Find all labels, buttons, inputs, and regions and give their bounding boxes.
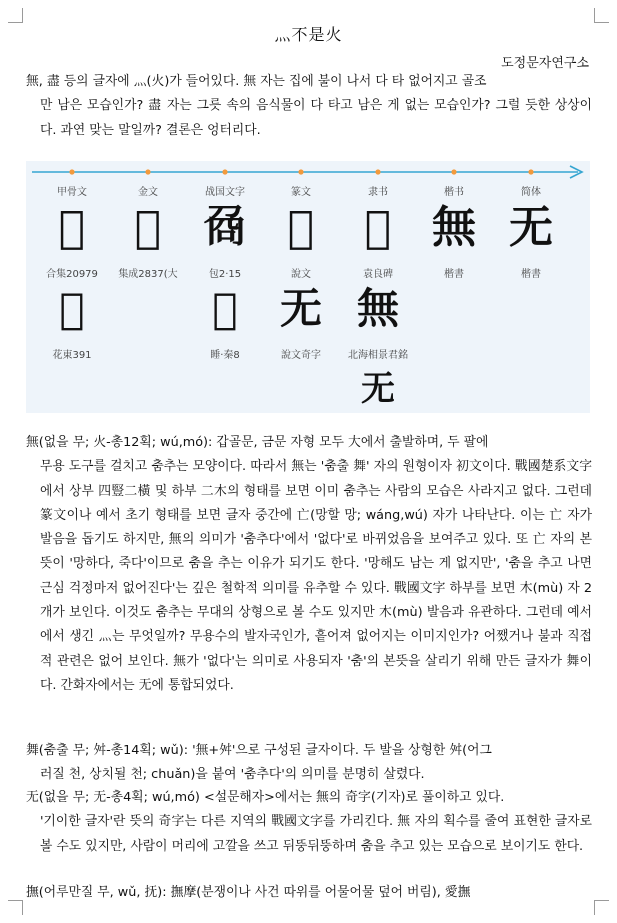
glyph-clerical: 𣞤 bbox=[364, 202, 392, 253]
source-label: 說文 bbox=[291, 269, 311, 280]
glyph-regular: 無 bbox=[432, 202, 476, 253]
era-label: 金文 bbox=[138, 187, 158, 198]
crop-mark-bottom-right bbox=[594, 900, 609, 915]
entry-rest: '기이한 글자'란 뜻의 奇字는 다른 지역의 戰國文字를 가리킨다. 無 자의 획수를 줄여 표현한 글자로 볼 수도 있지만, 사람이 머리에 고깔을 쓰고 뒤뚱뒤뚱하며 춤을 추고 있는 모습으로 보이기도 한다. bbox=[40, 814, 592, 854]
crop-mark-bottom-left bbox=[8, 900, 23, 915]
source-label: 合集20979 bbox=[46, 269, 98, 280]
source-label: 花東391 bbox=[52, 350, 92, 361]
crop-mark-top-left bbox=[8, 8, 23, 23]
entry-first-line: 舞(춤출 무; 舛-총14획; wǔ): '無+舛'으로 구성된 글자이다. 두 발을 상형한 舛(어그 bbox=[26, 743, 492, 758]
era-label: 篆文 bbox=[291, 187, 311, 198]
entry-rest: 러질 천, 상치될 천; chuǎn)을 붙여 '춤추다'의 의미를 분명히 살렸다. bbox=[40, 767, 425, 783]
era-label: 隶书 bbox=[368, 187, 388, 198]
glyph-warring-states-variant: 𣞤 bbox=[212, 284, 238, 333]
author-label: 도정문자연구소 bbox=[501, 56, 589, 71]
entry-first-line: 撫(어루만질 무, wǔ, 抚): 撫摩(분쟁이나 사건 따위를 어물어물 덮어 버림), 愛撫 bbox=[26, 885, 471, 900]
source-label: 北海相景君銘 bbox=[348, 350, 408, 361]
glyph-oracle-variant: 𣞤 bbox=[59, 284, 85, 333]
glyph-warring-states: 𠱛 bbox=[203, 202, 247, 253]
glyph-bronze: 𣞤 bbox=[134, 202, 162, 253]
entry-mu-none bbox=[26, 431, 592, 698]
evolution-panel bbox=[26, 161, 590, 413]
era-label: 战国文字 bbox=[205, 187, 245, 198]
glyph-seal: 𣞤 bbox=[287, 202, 315, 253]
glyph-oracle: 𣞤 bbox=[58, 202, 86, 253]
source-label: 說文奇字 bbox=[281, 350, 321, 361]
intro-rest: 만 남은 모습인가? 盡 자는 그릇 속의 음식물이 다 타고 남은 게 없는 모습인가? 그럴 듯한 상상이다. 과연 맞는 말일까? 결론은 엉터리다. bbox=[40, 98, 592, 138]
era-label: 简体 bbox=[521, 187, 541, 198]
source-label: 楷書 bbox=[444, 269, 464, 280]
source-label: 包2·15 bbox=[208, 269, 242, 280]
source-label: 睡·秦8 bbox=[210, 350, 240, 361]
crop-mark-top-right bbox=[594, 8, 609, 23]
era-label: 楷书 bbox=[444, 187, 464, 198]
entry-rest: 무용 도구를 걸치고 춤추는 모양이다. 따라서 無는 '춤출 舞' 자의 원형이자 初文이다. 戰國楚系文字에서 상부 四豎二橫 및 하부 二木의 형태를 보면 이미 춤추는 사람의 모습은 사라지고 없다. 그런데 篆文이나 예서 초기 형태를 보면 글자 중간에 亡(망할 망; wáng,wú) 자가 나타난다. 이는 亡 자가 발음을 돕기도 하지만, 無의 의미가 '춤추다'에서 '없다'로 바뀌었음을 보여주고 있다. 또 亡 자의 본뜻이 '망하다, 죽다'이므로 춤을 추는 이유가 되기도 한다. '망해도 남는 게 없지만', '춤을 추고 나면 근심 걱정마저 없어진다'는 깊은 철학적 의미를 유추할 수 있다. 戰國文字 하부를 보면 木(mù) 자 2개가 보인다. 이것도 춤추는 무대의 상형으로 볼 수도 있지만 木(mù) 발음과 유관하다. 그런데 예서에서 생긴 灬는 무엇일까? 무용수의 발자국인가, 흩어져 없어지는 이미지인가? 어쨌거나 불과 직접적 관련은 없어 보인다. 無가 '없다'는 의미로 사용되자 '춤'의 본뜻을 살리기 위해 만든 글자가 舞이다. 간화자에서는 无에 통합되었다. bbox=[40, 459, 592, 693]
intro-paragraph bbox=[26, 70, 592, 143]
source-label: 袁良碑 bbox=[363, 269, 393, 280]
entry-mu-dance bbox=[26, 739, 592, 788]
source-label: 楷書 bbox=[521, 269, 541, 280]
intro-first-line: 無, 盡 등의 글자에 灬(火)가 들어있다. 無 자는 집에 불이 나서 다 타 없어지고 골조 bbox=[26, 74, 487, 89]
entry-first-line: 无(없을 무; 无-총4획; wú,mó) <설문해자>에서는 無의 奇字(기자)로 풀이하고 있다. bbox=[26, 790, 505, 805]
glyph-clerical-extra: 无 bbox=[361, 369, 395, 409]
glyph-clerical-variant: 無 bbox=[356, 284, 399, 333]
page-title: 灬不是火 bbox=[274, 25, 343, 44]
era-label: 甲骨文 bbox=[57, 187, 87, 198]
entry-first-line: 無(없을 무; 火-총12획; wú,mó): 갑골문, 금문 자형 모두 大에서 출발하며, 두 팔에 bbox=[26, 435, 489, 450]
entry-mu-simplified bbox=[26, 786, 592, 859]
glyph-seal-variant: 无 bbox=[279, 284, 322, 333]
entry-mu-caress bbox=[26, 881, 592, 905]
source-label: 集成2837(大 bbox=[118, 269, 178, 280]
glyph-simplified: 无 bbox=[509, 202, 553, 253]
